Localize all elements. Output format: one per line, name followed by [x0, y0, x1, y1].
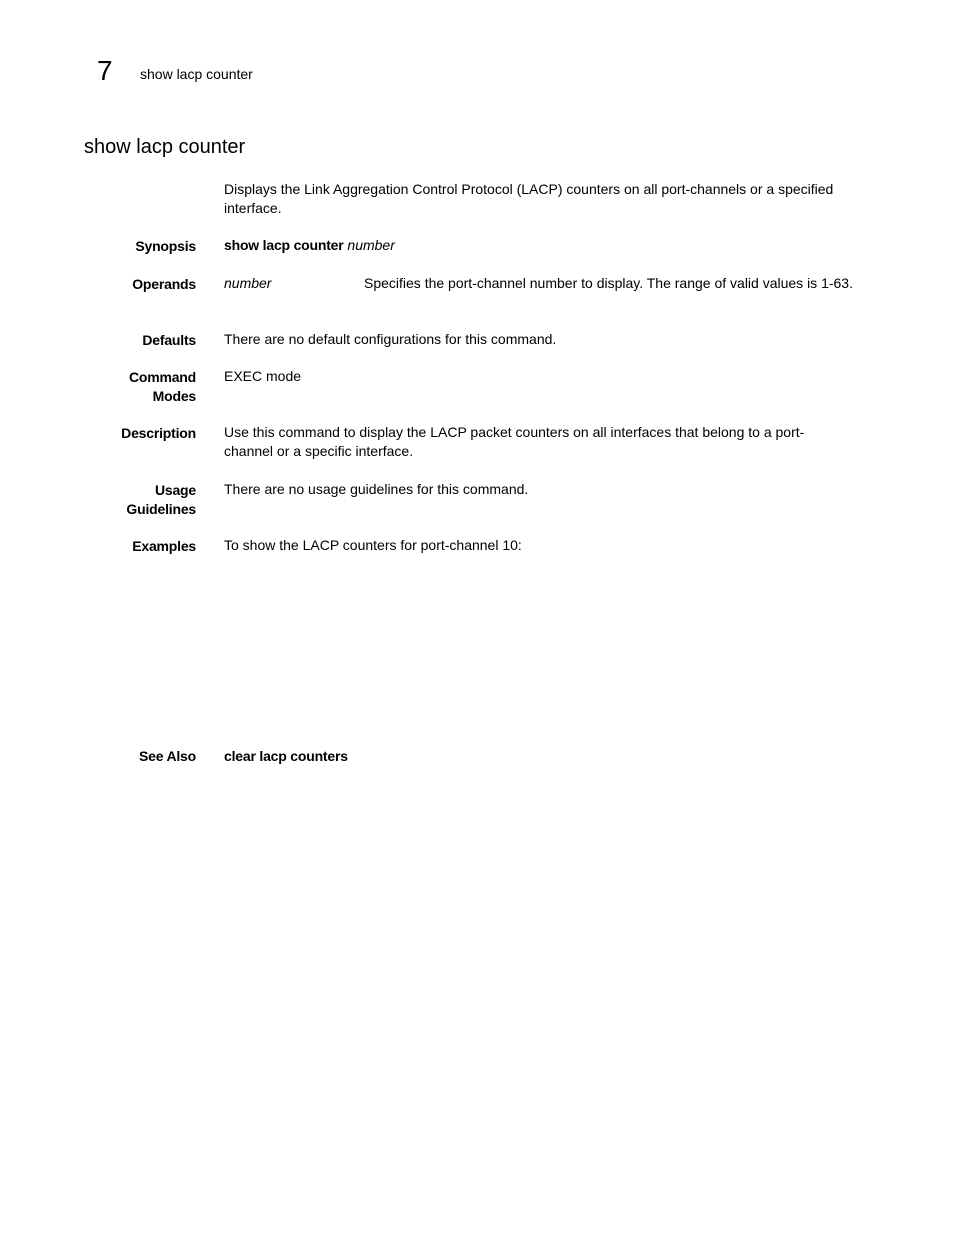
description-value: Use this command to display the LACP packet counters on all interfaces that belong to a port-channel or a specific interface. [224, 424, 805, 459]
running-header: show lacp counter [140, 66, 253, 82]
synopsis-command: show lacp counter [224, 237, 344, 253]
synopsis-value [224, 236, 864, 255]
synopsis-argument: number [347, 237, 395, 253]
command-modes-label-line1: Command [128, 369, 196, 385]
usage-guidelines-value: There are no usage guidelines for this command. [224, 481, 529, 497]
operand-description: Specifies the port-channel number to display. The range of valid values is 1-63. [364, 275, 853, 291]
page-title: show lacp counter [84, 136, 246, 158]
command-modes-label [129, 368, 196, 406]
chapter-number: 7 [97, 55, 113, 86]
usage-guidelines-label-line2: Guidelines [126, 501, 196, 517]
defaults-value: There are no default configurations for this command. [224, 331, 557, 347]
description-label: Description [121, 425, 196, 441]
defaults-label: Defaults [142, 332, 196, 348]
usage-guidelines-label-line1: Usage [154, 482, 196, 498]
operand-name: number [224, 275, 272, 291]
see-also-label: See Also [138, 748, 196, 764]
examples-label: Examples [132, 538, 196, 554]
synopsis-label: Synopsis [135, 238, 196, 254]
usage-guidelines-label [126, 481, 196, 519]
see-also-link[interactable]: clear lacp counters [224, 748, 348, 764]
examples-value: To show the LACP counters for port-channel 10: [224, 537, 522, 553]
command-modes-label-line2: Modes [152, 388, 196, 404]
intro-text: Displays the Link Aggregation Control Protocol (LACP) counters on all port-channels or a specified interface. [224, 181, 834, 216]
operands-label: Operands [132, 276, 196, 292]
command-modes-value: EXEC mode [224, 368, 302, 384]
